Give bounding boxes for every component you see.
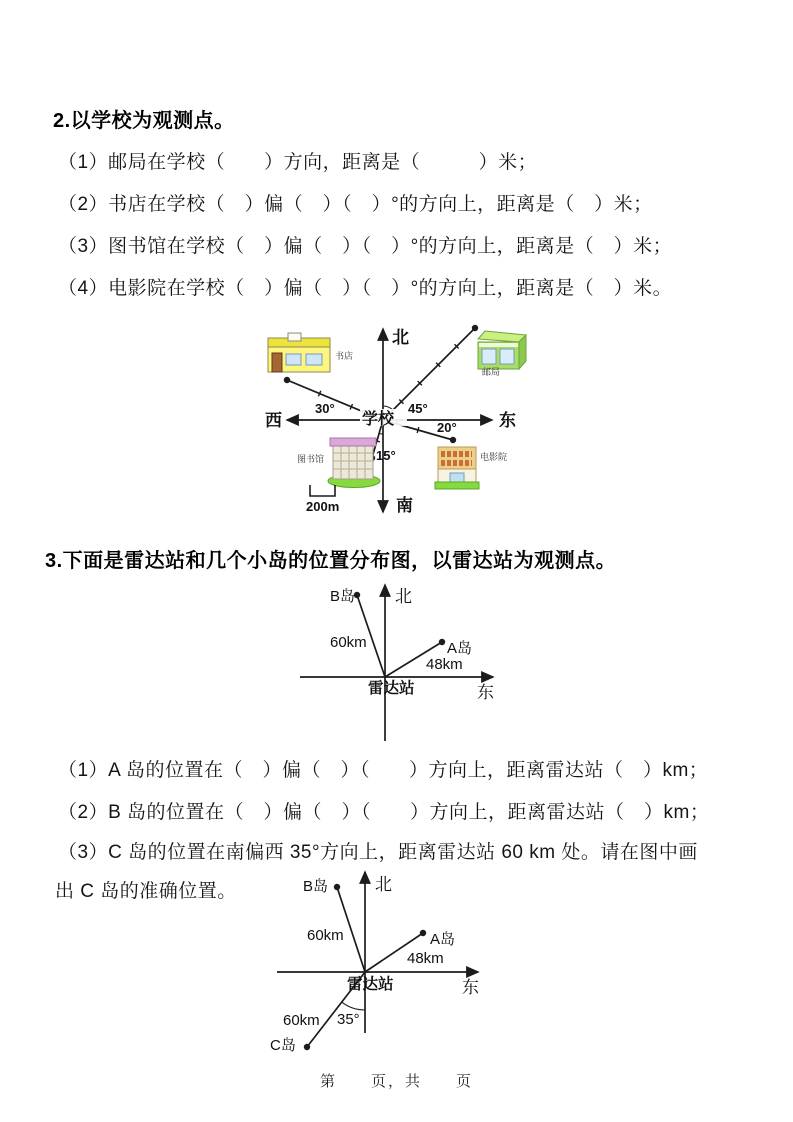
east-label: 东: [462, 978, 479, 997]
south-label: 南: [396, 496, 413, 515]
island-b-label: B岛: [303, 878, 329, 895]
radar-station-label: 雷达站: [368, 680, 415, 697]
arc-library-angle: [379, 433, 383, 434]
question-3-item-2: （2）B 岛的位置在（ ）偏（ ）（ ）方向上，距离雷达站（ ）km；: [58, 802, 710, 823]
school-label: 学校: [362, 411, 395, 428]
island-a-label: A岛: [430, 931, 456, 948]
north-label: 北: [395, 587, 412, 606]
post-office-angle-label: 45°: [408, 401, 428, 416]
scale-label: 200m: [306, 499, 340, 514]
east-label: 东: [499, 411, 516, 430]
question-3-item-3: （3）C 岛的位置在南偏西 35°方向上，距离雷达站 60 km 处。请在图中画: [58, 842, 698, 863]
question-3-heading: 3.下面是雷达站和几个小岛的位置分布图，以雷达站为观测点。: [45, 550, 617, 572]
distance-b-label: 60km: [330, 634, 367, 651]
post-office-icon: [478, 331, 526, 369]
school-direction-diagram: [250, 313, 535, 520]
cinema-point: [450, 437, 456, 443]
bookstore-label: 书店: [335, 351, 354, 361]
question-2-item-4: （4）电影院在学校（ ）偏（ ）（ ）°的方向上，距离是（ ）米。: [58, 278, 673, 299]
island-a-point: [420, 930, 426, 936]
radar-map-answer-diagram: [258, 866, 485, 1060]
radar-map-diagram: [293, 578, 500, 746]
library-icon: [328, 438, 380, 488]
post-office-point: [472, 325, 478, 331]
north-label: 北: [392, 328, 409, 347]
question-2-heading: 2.以学校为观测点。: [53, 110, 235, 132]
library-label: 图书馆: [297, 454, 325, 464]
island-c-label: C岛: [270, 1037, 296, 1054]
north-label: 北: [375, 875, 392, 894]
arc-island-c-angle: [342, 1002, 365, 1010]
island-a-point: [439, 639, 445, 645]
distance-a-label: 48km: [407, 950, 444, 967]
question-3-item-3-cont: 出 C 岛的准确位置。: [55, 881, 237, 902]
question-2-item-2: （2）书店在学校（ ）偏（ ）（ ）°的方向上，距离是（ ）米；: [58, 194, 653, 215]
page-footer: 第 页，共 页: [319, 1073, 473, 1090]
library-angle-label: 15°: [376, 448, 396, 463]
island-b-label: B岛: [330, 588, 356, 605]
question-2-item-1: （1）邮局在学校（ ）方向，距离是（ ）米；: [58, 152, 538, 173]
east-label: 东: [477, 683, 494, 702]
cinema-icon: [435, 447, 479, 489]
bookstore-angle-label: 30°: [315, 401, 335, 416]
radar-station-label: 雷达站: [347, 976, 394, 993]
bookstore-point: [284, 377, 290, 383]
west-label: 西: [265, 411, 282, 430]
cinema-angle-label: 20°: [437, 420, 457, 435]
distance-b-label: 60km: [307, 927, 344, 944]
bookstore-icon: [268, 333, 330, 372]
distance-a-label: 48km: [426, 656, 463, 673]
island-a-label: A岛: [447, 640, 473, 657]
post-office-label: 邮局: [482, 367, 501, 377]
distance-c-label: 60km: [283, 1012, 320, 1029]
island-c-angle-label: 35°: [337, 1011, 360, 1028]
question-2-item-3: （3）图书馆在学校（ ）偏（ ）（ ）°的方向上，距离是（ ）米；: [58, 236, 673, 257]
island-c-point: [304, 1044, 310, 1050]
island-b-point: [334, 884, 340, 890]
scale-bracket: [310, 485, 335, 496]
question-3-item-1: （1）A 岛的位置在（ ）偏（ ）（ ）方向上，距离雷达站（ ）km；: [58, 760, 709, 781]
cinema-label: 电影院: [480, 452, 508, 462]
